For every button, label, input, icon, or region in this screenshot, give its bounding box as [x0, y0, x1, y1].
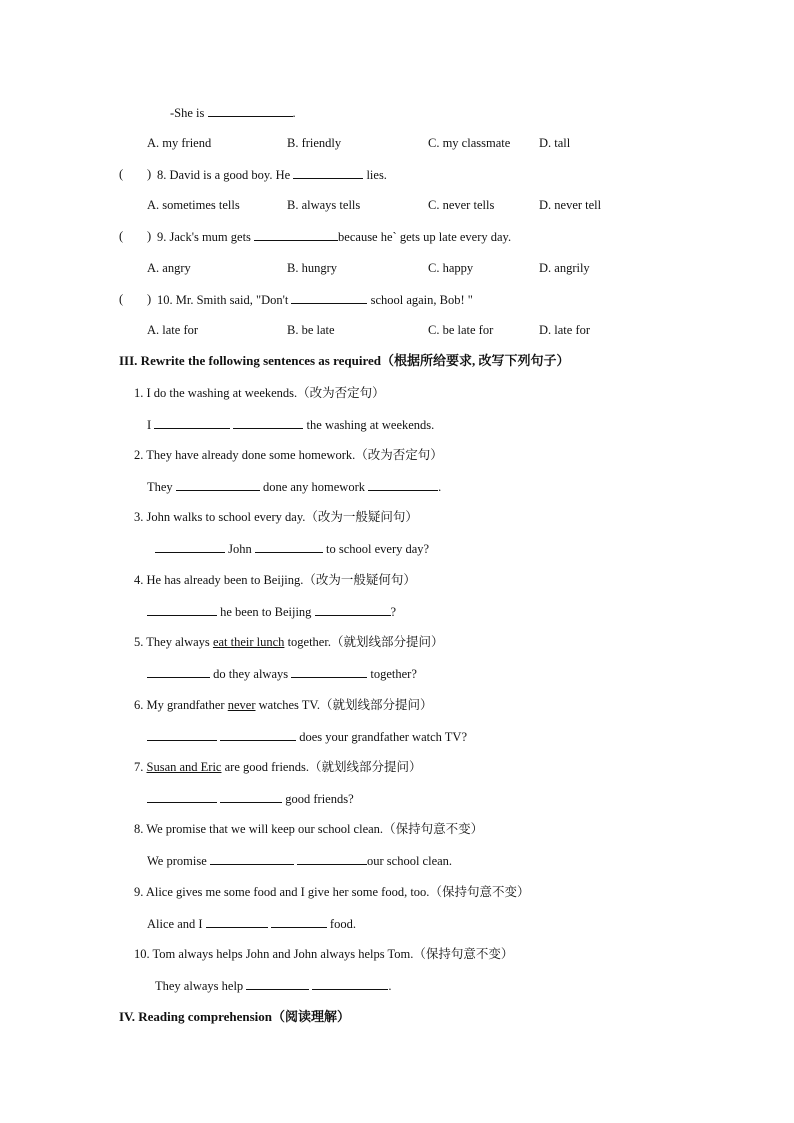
answer-text: Alice and I: [147, 917, 203, 931]
answer-blank[interactable]: [210, 852, 294, 865]
option-b[interactable]: B. hungry: [287, 261, 337, 275]
option-a[interactable]: A. sometimes tells: [147, 198, 240, 212]
answer-text: They: [147, 480, 173, 494]
rewrite-item-8: [134, 821, 483, 837]
item-sentence: They have already done some homework.: [146, 448, 356, 462]
option-b[interactable]: B. friendly: [287, 136, 342, 150]
option-d[interactable]: D. angrily: [539, 261, 590, 275]
rewrite-item-7: [134, 759, 421, 775]
rewrite-answer-2: [147, 478, 441, 495]
option-b[interactable]: B. always tells: [287, 198, 361, 212]
answer-blank[interactable]: [297, 852, 367, 865]
answer-text: the washing at weekends.: [306, 418, 435, 432]
q10-answer-paren-open: (: [119, 292, 124, 306]
item-instruction: （就划线部分提问）: [330, 634, 444, 649]
answer-text: I: [147, 418, 152, 432]
answer-text: to school every day?: [326, 542, 430, 556]
rewrite-item-1: [134, 385, 385, 401]
q7-answer-prefix: -She is: [170, 106, 205, 120]
answer-text: .: [388, 979, 392, 993]
answer-text: does your grandfather watch TV?: [299, 730, 468, 744]
option-b[interactable]: B. be late: [287, 323, 335, 337]
rewrite-answer-3: [155, 540, 429, 557]
q9-blank[interactable]: [254, 228, 338, 241]
item-sentence: John walks to school every day.: [146, 510, 306, 524]
answer-text: They always help: [155, 979, 244, 993]
item-number: 2.: [134, 448, 144, 462]
q10-blank[interactable]: [291, 291, 367, 304]
rewrite-answer-1: [147, 416, 434, 433]
answer-blank[interactable]: [220, 728, 296, 741]
rewrite-item-10: [134, 946, 513, 962]
answer-text: We promise: [147, 854, 207, 868]
answer-blank[interactable]: [291, 665, 367, 678]
rewrite-answer-4: [147, 603, 396, 620]
rewrite-answer-7: [147, 790, 354, 807]
item-number: 7.: [134, 760, 144, 774]
answer-text: do they always: [213, 667, 289, 681]
option-a[interactable]: A. angry: [147, 261, 191, 275]
item-number: 1.: [134, 386, 144, 400]
underlined-phrase: eat their lunch: [212, 635, 285, 649]
item-instruction: （就划线部分提问）: [319, 697, 433, 712]
option-c[interactable]: C. happy: [428, 261, 474, 275]
item-number: 6.: [134, 698, 144, 712]
rewrite-answer-5: [147, 665, 417, 682]
q8-question: [157, 166, 387, 183]
item-number: 5.: [134, 635, 144, 649]
option-d[interactable]: D. tall: [539, 136, 571, 150]
item-sentence: They always: [146, 635, 213, 649]
item-number: 10.: [134, 947, 150, 961]
rewrite-item-4: [134, 572, 416, 588]
q8-answer-paren-open: (: [119, 167, 124, 181]
option-c[interactable]: C. my classmate: [428, 136, 511, 150]
rewrite-answer-8: [147, 852, 452, 869]
q7-answer-line: -She is .: [170, 106, 296, 120]
answer-blank[interactable]: [246, 977, 309, 990]
q9-text-pre: 9. Jack's mum gets: [157, 230, 251, 244]
section-4-heading: IV. Reading comprehension（阅读理解）: [119, 1009, 351, 1024]
q10-text-post: school again, Bob! ": [370, 293, 473, 307]
option-d[interactable]: D. late for: [539, 323, 591, 337]
answer-text: .: [438, 480, 442, 494]
option-d[interactable]: D. never tell: [539, 198, 602, 212]
answer-blank[interactable]: [206, 915, 268, 928]
answer-blank[interactable]: [147, 790, 217, 803]
rewrite-answer-9: [147, 915, 356, 932]
item-number: 9.: [134, 885, 144, 899]
q8-answer-paren-close: ): [147, 167, 152, 181]
rewrite-item-2: [134, 447, 443, 463]
q8-blank[interactable]: [293, 166, 363, 179]
q8-text-pre: 8. David is a good boy. He: [157, 168, 291, 182]
item-sentence: are good friends.: [221, 760, 309, 774]
item-number: 8.: [134, 822, 144, 836]
rewrite-item-5: [134, 634, 443, 650]
answer-text: together?: [370, 667, 417, 681]
item-sentence: Alice gives me some food and I give her some food, too.: [145, 885, 430, 899]
q10-text-pre: 10. Mr. Smith said, "Don't: [157, 293, 289, 307]
q7-answer-blank[interactable]: [208, 104, 293, 117]
answer-blank[interactable]: [147, 603, 217, 616]
answer-blank[interactable]: [233, 416, 303, 429]
answer-blank[interactable]: [155, 540, 225, 553]
answer-blank[interactable]: [147, 665, 210, 678]
item-sentence: He has already been to Beijing.: [146, 573, 304, 587]
item-sentence: Tom always helps John and John always helps Tom.: [152, 947, 414, 961]
underlined-phrase: never: [227, 698, 256, 712]
option-a[interactable]: A. my friend: [147, 136, 212, 150]
answer-blank[interactable]: [368, 478, 438, 491]
answer-text: our school clean.: [367, 854, 453, 868]
option-c[interactable]: C. be late for: [428, 323, 494, 337]
answer-blank[interactable]: [271, 915, 327, 928]
item-instruction: （改为一般疑何句）: [303, 572, 416, 587]
q10-question: [157, 291, 473, 308]
rewrite-item-6: [134, 697, 432, 713]
item-instruction: （保持句意不变）: [429, 884, 530, 899]
rewrite-item-3: [134, 509, 418, 525]
q10-answer-paren-close: ): [147, 292, 152, 306]
answer-blank[interactable]: [147, 728, 217, 741]
item-number: 3.: [134, 510, 144, 524]
rewrite-answer-6: [147, 728, 467, 745]
option-c[interactable]: C. never tells: [428, 198, 495, 212]
item-instruction: （保持句意不变）: [383, 821, 484, 836]
item-sentence: I do the washing at weekends.: [146, 386, 298, 400]
q9-answer-paren-close: ): [147, 229, 152, 243]
answer-blank[interactable]: [154, 416, 230, 429]
item-instruction: （改为否定句）: [297, 385, 385, 400]
answer-blank[interactable]: [315, 603, 391, 616]
answer-blank[interactable]: [312, 977, 388, 990]
q9-text-post: because he` gets up late every day.: [338, 230, 512, 244]
answer-text: good friends?: [285, 792, 354, 806]
answer-text: done any homework: [262, 480, 365, 494]
item-instruction: （改为否定句）: [355, 447, 443, 462]
item-sentence: together.: [284, 635, 331, 649]
answer-text: John: [228, 542, 252, 556]
rewrite-item-9: [134, 884, 529, 900]
answer-text: ?: [390, 605, 397, 619]
section-3-heading: III. Rewrite the following sentences as required（根据所给要求, 改写下列句子）: [119, 353, 570, 368]
item-instruction: （改为一般疑问句）: [305, 509, 418, 524]
item-sentence: We promise that we will keep our school clean.: [146, 822, 384, 836]
item-instruction: （保持句意不变）: [413, 946, 514, 961]
answer-text: he been to Beijing: [220, 605, 312, 619]
q9-answer-paren-open: (: [119, 229, 124, 243]
q9-question: [157, 228, 511, 245]
item-number: 4.: [134, 573, 144, 587]
q8-text-post: lies.: [366, 168, 387, 182]
underlined-phrase: Susan and Eric: [146, 760, 222, 774]
answer-blank[interactable]: [176, 478, 260, 491]
item-sentence: watches TV.: [255, 698, 320, 712]
answer-text: food.: [329, 917, 356, 931]
item-sentence: My grandfather: [146, 698, 228, 712]
answer-blank[interactable]: [220, 790, 282, 803]
rewrite-answer-10: [155, 977, 392, 994]
item-instruction: （就划线部分提问）: [308, 759, 422, 774]
option-a[interactable]: A. late for: [147, 323, 199, 337]
answer-blank[interactable]: [255, 540, 323, 553]
